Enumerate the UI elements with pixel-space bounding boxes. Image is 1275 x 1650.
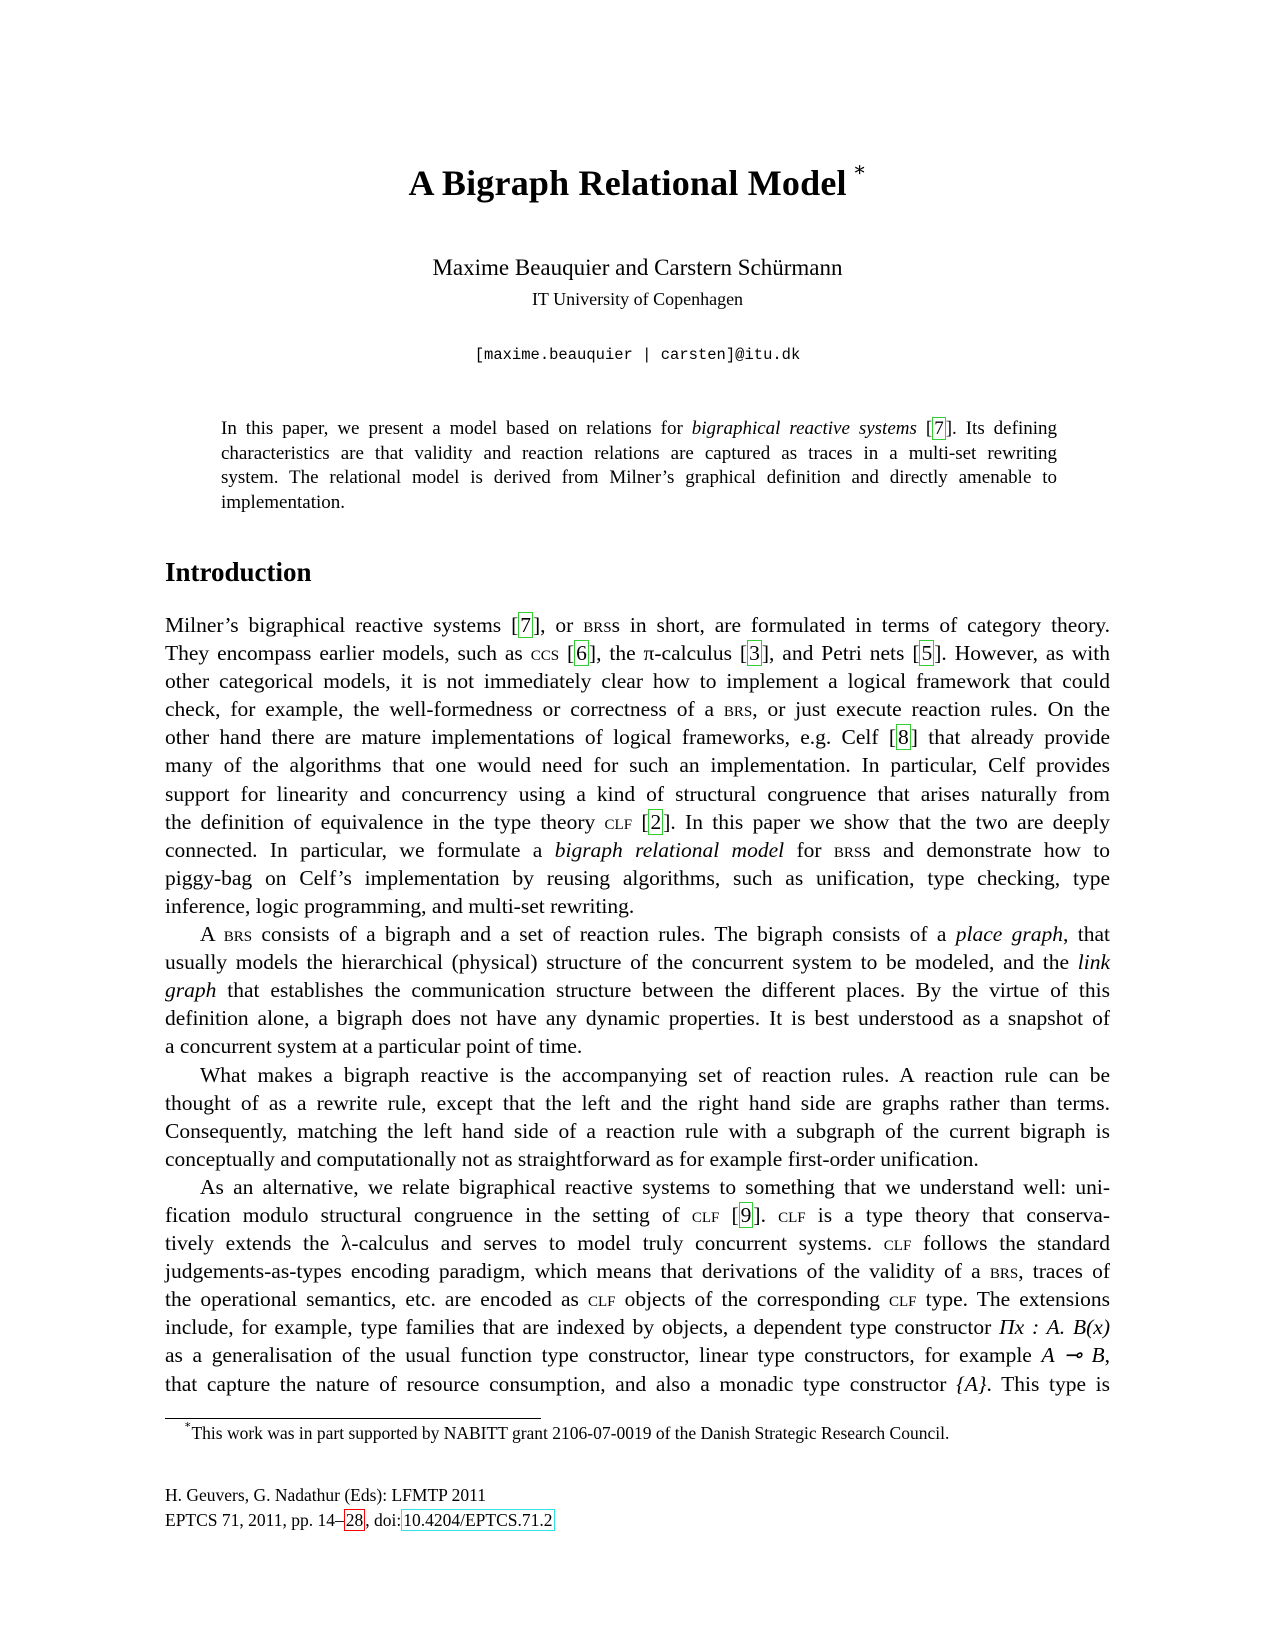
abstract-line: implementation. xyxy=(221,492,346,514)
text-line: judgements-as-types encoding paradigm, which means that derivations of the validity of a brs, traces of xyxy=(165,1259,1110,1284)
footnote: ∗This work was in part supported by NABITT grant 2106-07-0019 of the Danish Strategic Research Council. xyxy=(184,1419,950,1443)
math-expression: Πx : A. B(x) xyxy=(999,1315,1110,1340)
doi-link[interactable]: 10.4204/EPTCS.71.2 xyxy=(403,1510,553,1530)
text-line: Milner’s bigraphical reactive systems [7], or brss in short, are formulated in terms of category theory. xyxy=(165,613,1110,637)
citation-link[interactable]: 2 xyxy=(650,809,662,834)
text-line: usually models the hierarchical (physical) structure of the concurrent system to be modeled, and the link xyxy=(165,950,1110,975)
text-line: the operational semantics, etc. are encoded as clf objects of the corresponding clf type. The extensions xyxy=(165,1287,1110,1312)
citation-link[interactable]: 6 xyxy=(576,641,587,666)
text-line: a concurrent system at a particular point of time. xyxy=(165,1034,583,1059)
affiliation: IT University of Copenhagen xyxy=(531,289,744,309)
text-line: other categorical models, it is not immediately clear how to implement a logical framework that could xyxy=(165,669,1110,694)
text-line: check, for example, the well-formedness or correctness of a brs, or just execute reaction rules. On the xyxy=(165,697,1110,722)
text-line: other hand there are mature implementations of logical frameworks, e.g. Celf [8] that already provide xyxy=(165,725,1110,750)
text-line: support for linearity and concurrency using a kind of structural congruence that arises naturally from xyxy=(165,781,1110,806)
citation-link[interactable]: 7 xyxy=(934,418,944,439)
text-line: Consequently, matching the left hand side of a reaction rule with a subgraph of the current bigraph is xyxy=(165,1118,1110,1143)
abstract-line: characteristics are that validity and reaction relations are captured as traces in a multi-set rewriting xyxy=(221,442,1057,464)
text-line: piggy-bag on Celf’s implementation by reusing algorithms, such as unification, type checking, type xyxy=(165,865,1110,890)
email: [maxime.beauquier | carsten]@itu.dk xyxy=(474,346,801,364)
text-line: graph that establishes the communication structure between the different places. By the virtue of this xyxy=(165,978,1110,1003)
last-page-link[interactable]: 28 xyxy=(345,1510,364,1530)
abstract-line: In this paper, we present a model based on relations for bigraphical reactive systems [ 7 ]. Its defining xyxy=(221,418,1057,439)
math-expression: {A} xyxy=(956,1371,987,1396)
text-line: the definition of equivalence in the type theory clf [2]. In this paper we show that the two are deeply xyxy=(165,809,1110,834)
abstract xyxy=(221,417,1057,516)
citation-link[interactable]: 3 xyxy=(749,641,760,666)
citation-link[interactable]: 9 xyxy=(740,1202,752,1227)
authors: Maxime Beauquier and Carstern Schürmann xyxy=(432,255,843,280)
footnote-mark: ∗ xyxy=(184,1419,192,1431)
text-line: thought of as a rewrite rule, except that the left and the right hand side are graphs rather than terms. xyxy=(165,1090,1110,1115)
section-heading: Introduction xyxy=(165,557,312,587)
text-line: They encompass earlier models, such as ccs [6], the π-calculus [3], and Petri nets [5]. However, as with xyxy=(165,641,1110,666)
math-expression: A ⊸ B xyxy=(1041,1343,1105,1368)
citation-link[interactable]: 7 xyxy=(520,613,531,637)
citation-link[interactable]: 5 xyxy=(921,641,933,666)
text-line: that capture the nature of resource consumption, and also a monadic type constructor {A}. This type is xyxy=(165,1371,1110,1396)
paper-title: A Bigraph Relational Model ∗ xyxy=(408,159,867,203)
text-line: What makes a bigraph reactive is the accompanying set of reaction rules. A reaction rule can be xyxy=(200,1062,1110,1087)
text-line: fication modulo structural congruence in the setting of clf [9]. clf is a type theory that conserva- xyxy=(165,1202,1110,1227)
text-line: connected. In particular, we formulate a bigraph relational model for brss and demonstrate how to xyxy=(165,837,1110,862)
venue-citation: EPTCS 71, 2011, pp. 14– 28 , doi: 10.4204/EPTCS.71.2 xyxy=(165,1510,553,1530)
text-line: include, for example, type families that are indexed by objects, a dependent type constructor Πx : A. B(x) xyxy=(165,1315,1110,1340)
abstract-line: system. The relational model is derived from Milner’s graphical definition and directly amenable to xyxy=(221,467,1057,489)
text-line: inference, logic programming, and multi-set rewriting. xyxy=(165,893,635,918)
text-line: As an alternative, we relate bigraphical reactive systems to something that we understand well: uni- xyxy=(200,1174,1110,1199)
venue-info xyxy=(165,1483,555,1533)
venue-editors: H. Geuvers, G. Nadathur (Eds): LFMTP 2011 xyxy=(165,1485,486,1505)
text-line: conceptually and computationally not as straightforward as for example first-order unification. xyxy=(165,1146,979,1171)
text-line: A brs consists of a bigraph and a set of reaction rules. The bigraph consists of a place graph, that xyxy=(200,922,1110,947)
body-text xyxy=(165,611,1110,1398)
text-line: tively extends the λ-calculus and serves to model truly concurrent systems. clf follows the standard xyxy=(165,1231,1110,1256)
text-line: many of the algorithms that one would need for such an implementation. In particular, Celf provides xyxy=(165,753,1110,778)
citation-link[interactable]: 8 xyxy=(898,725,909,750)
text-line: as a generalisation of the usual function type constructor, linear type constructors, for example A ⊸ B, xyxy=(165,1343,1110,1368)
footnote-rule xyxy=(165,1418,541,1419)
title-footnote-mark[interactable]: ∗ xyxy=(852,159,867,181)
text-line: definition alone, a bigraph does not have any dynamic properties. It is best understood as a snapshot of xyxy=(165,1006,1110,1031)
